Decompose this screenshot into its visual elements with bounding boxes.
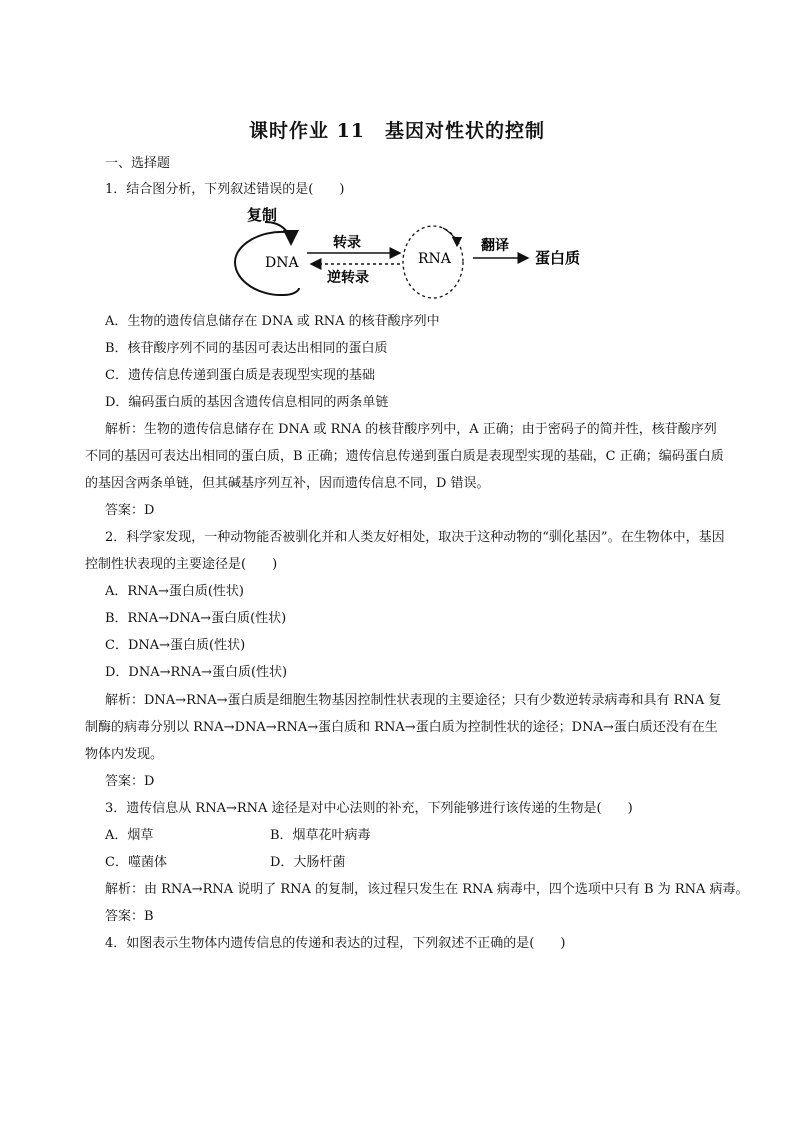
q2-option-a: A．RNA→蛋白质(性状)	[105, 584, 244, 599]
q4-stem: 4．如图表示生物体内遗传信息的传递和表达的过程，下列叙述不正确的是( )	[105, 936, 566, 951]
q3-option-d: D．大肠杆菌	[270, 855, 346, 870]
section-heading: 一、选择题	[105, 156, 171, 171]
q3-option-c: C．噬菌体	[105, 855, 167, 870]
q2-stem: 2．科学家发现，一种动物能否被驯化并和人类友好相处，取决于这种动物的“驯化基因”。在生物体中，基因控制性状表现的主要途径是( )	[85, 530, 725, 572]
rna-label: RNA	[418, 251, 451, 267]
q3-stem: 3．遗传信息从 RNA→RNA 途径是对中心法则的补充，下列能够进行该传递的生物是( )	[105, 801, 633, 816]
q1-answer: 答案：D	[105, 503, 155, 518]
transcribe-label: 转录	[333, 235, 361, 251]
q1-stem: 1．结合图分析，下列叙述错误的是( )	[105, 182, 345, 197]
central-dogma-diagram	[225, 200, 605, 305]
dna-label: DNA	[265, 255, 299, 271]
q2-option-b: B．RNA→DNA→蛋白质(性状)	[105, 611, 287, 626]
q3-option-a: A．烟草	[105, 828, 154, 843]
q2-answer: 答案：D	[105, 774, 155, 789]
q3-analysis: 解析：由 RNA→RNA 说明了 RNA 的复制，该过程只发生在 RNA 病毒中，四个选项中只有 B 为 RNA 病毒。	[105, 882, 749, 897]
page-title: 课时作业 11 基因对性状的控制	[248, 120, 546, 142]
q1-option-d: D．编码蛋白质的基因含遗传信息相同的两条单链	[105, 395, 389, 410]
q2-stem-block	[85, 524, 725, 578]
q2-analysis-block	[85, 687, 725, 768]
q1-analysis-block	[85, 416, 725, 497]
q1-option-c: C．遗传信息传递到蛋白质是表现型实现的基础	[105, 368, 375, 383]
reverse-transcribe-label: 逆转录	[327, 270, 369, 286]
q1-analysis: 解析：生物的遗传信息储存在 DNA 或 RNA 的核苷酸序列中，A 正确；由于密码子的简并性，核苷酸序列不同的基因可表达出相同的蛋白质，B 正确；遗传信息传递到蛋白质是表现型实现的基础，C 正确；编码蛋白质的基因含两条单链，但其碱基序列互补，因而遗传信息不同，D 错误。	[85, 422, 724, 491]
replicate-label: 复制	[247, 206, 278, 224]
q2-analysis: 解析：DNA→RNA→蛋白质是细胞生物基因控制性状表现的主要途径；只有少数逆转录病毒和具有 RNA 复制酶的病毒分别以 RNA→DNA→RNA→蛋白质和 RNA→蛋白质为控制性状的途径；DNA→蛋白质还没有在生物体内发现。	[85, 693, 722, 762]
q2-option-c: C．DNA→蛋白质(性状)	[105, 638, 246, 653]
q3-option-b: B．烟草花叶病毒	[270, 828, 371, 843]
q1-option-a: A．生物的遗传信息储存在 DNA 或 RNA 的核苷酸序列中	[105, 314, 440, 329]
q2-option-d: D．DNA→RNA→蛋白质(性状)	[105, 665, 288, 680]
translate-label: 翻译	[481, 238, 509, 254]
protein-label: 蛋白质	[535, 249, 581, 267]
q1-option-b: B．核苷酸序列不同的基因可表达出相同的蛋白质	[105, 341, 388, 356]
q3-answer: 答案：B	[105, 909, 154, 924]
